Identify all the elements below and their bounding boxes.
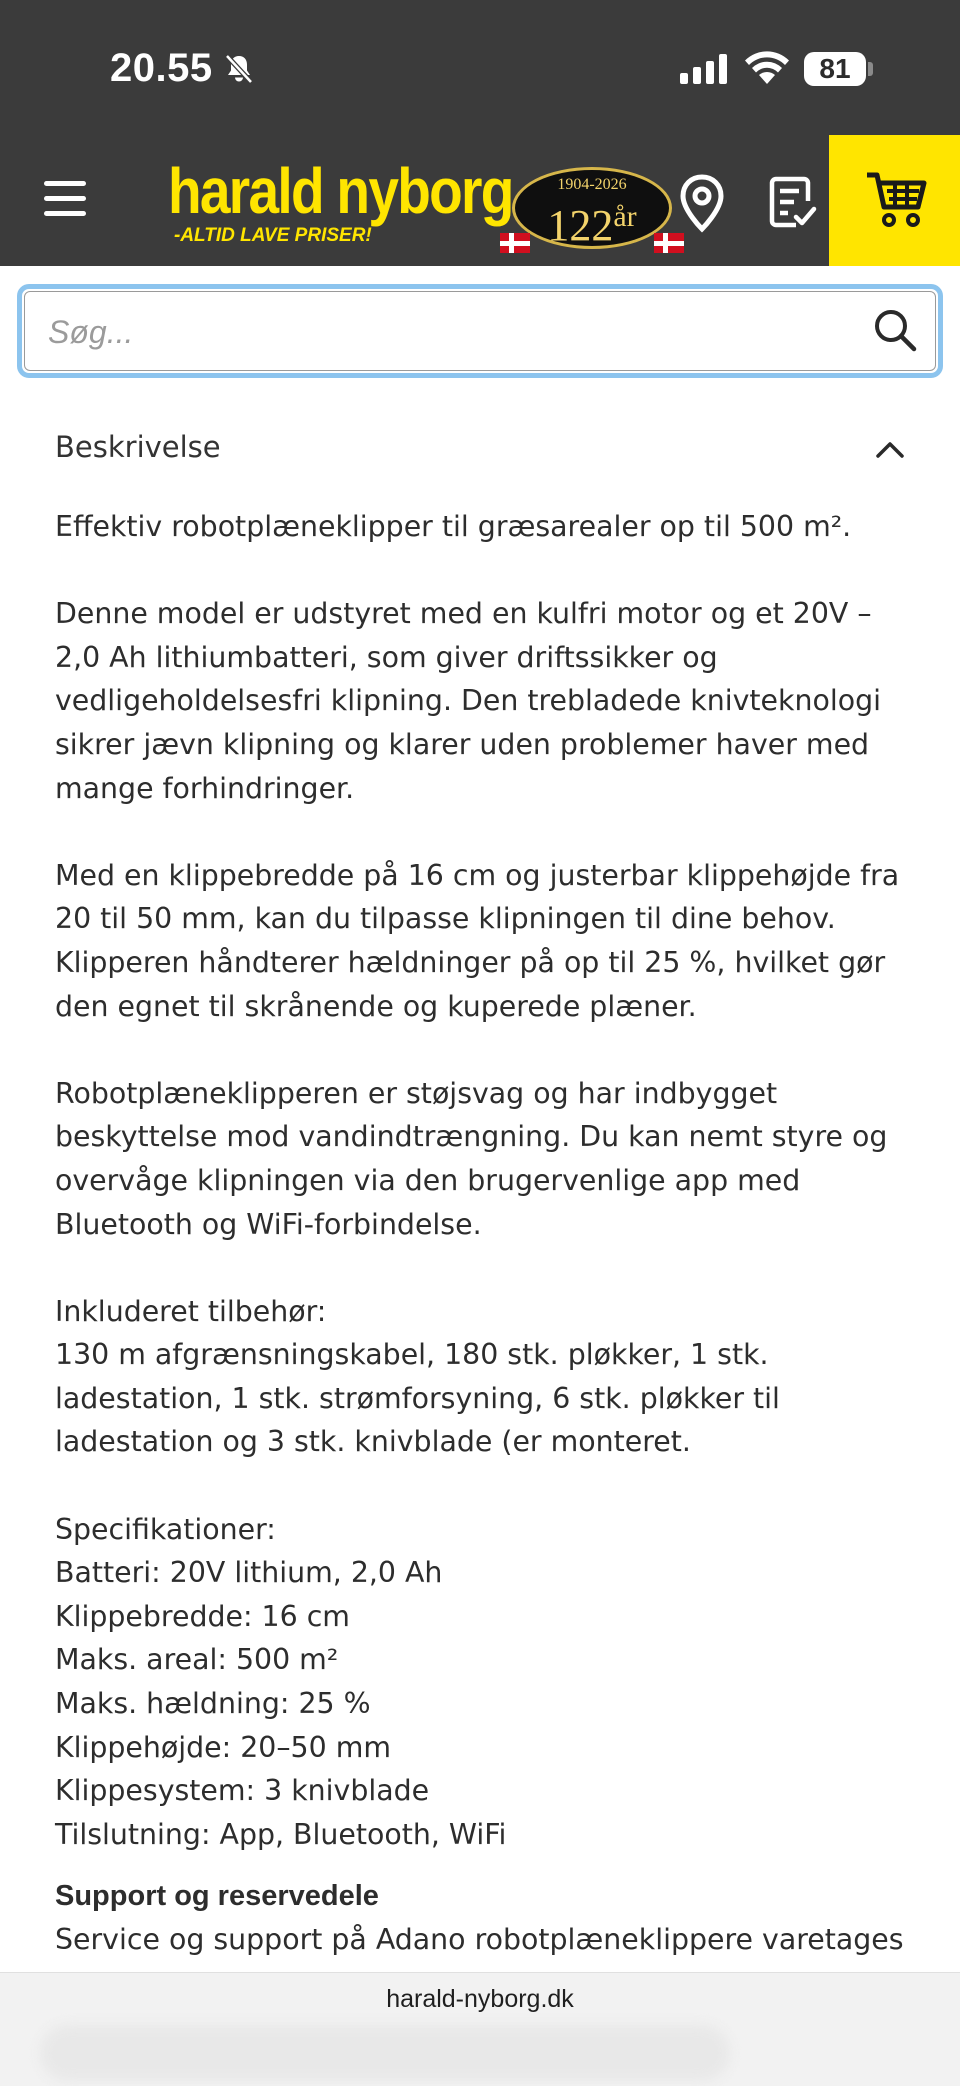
badge-years: 1904-2026: [557, 176, 627, 193]
specifications-list: [55, 1508, 925, 1857]
spec-item: Batteri: 20V lithium, 2,0 Ah: [55, 1556, 443, 1590]
cart-button[interactable]: [829, 135, 960, 266]
spec-item: Klippebredde: 16 cm: [55, 1599, 350, 1633]
shopping-list-icon[interactable]: [766, 175, 818, 231]
description-body: [55, 505, 925, 1962]
spec-item: Maks. hældning: 25 %: [55, 1687, 371, 1721]
description-paragraph: [55, 1072, 925, 1246]
text-line: 130 m afgrænsningskabel, 180 stk. pløkker, 1 stk.: [55, 1338, 769, 1372]
description-paragraph: [55, 854, 925, 1028]
shopping-cart-icon: [865, 169, 927, 229]
text-line: Effektiv robotplæneklipper til græsarealer op til 500 m².: [55, 510, 852, 543]
browser-url[interactable]: harald-nyborg.dk: [386, 1985, 574, 2013]
specs-title: Specifikationer:: [55, 1512, 276, 1546]
logo-wordmark: harald nyborg: [168, 155, 513, 227]
text-line: Denne model er udstyret med en kulfri motor og et 20V –: [55, 597, 872, 631]
status-time: 20.55: [110, 46, 213, 90]
browser-bottom-bar: [0, 1972, 960, 2086]
support-heading: Support og reservedele: [55, 1880, 379, 1913]
danish-flag-icon: [500, 233, 530, 253]
browser-toolbar-blur: [40, 2025, 730, 2081]
text-line: mange forhindringer.: [55, 771, 355, 805]
description-paragraph: [55, 592, 925, 810]
description-title: Beskrivelse: [55, 430, 221, 464]
spec-item: Tilslutning: App, Bluetooth, WiFi: [55, 1817, 507, 1851]
site-header: [0, 135, 960, 266]
spec-item: Klippehøjde: 20–50 mm: [55, 1730, 392, 1764]
battery-indicator: 81: [804, 52, 866, 86]
battery-cap: [868, 62, 873, 76]
status-bar: [0, 0, 960, 135]
search-input[interactable]: [48, 309, 828, 355]
text-line: Med en klippebredde på 16 cm og justerbar klippehøjde fra: [55, 858, 900, 892]
cellular-signal-icon: [680, 54, 730, 84]
text-line: 20 til 50 mm, kan du tilpasse klipningen til dine behov.: [55, 902, 836, 936]
search-box: [17, 284, 943, 378]
spec-item: Maks. areal: 500 m²: [55, 1643, 339, 1677]
text-line: Robotplæneklipperen er støjsvag og har indbygget: [55, 1076, 778, 1110]
badge-number: [515, 192, 669, 251]
text-line: overvåge klipningen via den brugervenlige app med: [55, 1163, 801, 1197]
chevron-up-icon[interactable]: [875, 438, 905, 460]
support-text: Service og support på Adano robotplæneklippere varetages: [55, 1923, 904, 1957]
text-line: Inkluderet tilbehør:: [55, 1294, 327, 1328]
description-accordion-header[interactable]: [55, 430, 905, 470]
text-line: sikrer jævn klipning og klarer uden problemer haver med: [55, 727, 870, 761]
store-location-icon[interactable]: [676, 173, 728, 233]
anniversary-badge: [512, 167, 672, 249]
hamburger-menu-icon[interactable]: [44, 181, 86, 217]
bell-muted-icon: [222, 52, 256, 86]
badge-suffix: år: [613, 200, 637, 233]
text-line: 2,0 Ah lithiumbatteri, som giver driftssikker og: [55, 640, 718, 674]
text-line: Bluetooth og WiFi-forbindelse.: [55, 1207, 482, 1241]
wifi-icon: [744, 48, 790, 86]
accessories-paragraph: [55, 1290, 925, 1464]
danish-flag-icon: [654, 233, 684, 253]
site-logo[interactable]: [168, 155, 678, 255]
logo-tagline: -ALTID LAVE PRISER!: [174, 225, 372, 246]
badge-number-value: 122: [547, 201, 614, 250]
description-paragraph: [55, 505, 925, 549]
text-line: ladestation, 1 stk. strømforsyning, 6 stk. pløkker til: [55, 1381, 780, 1415]
text-line: Klipperen håndterer hældninger på op til 25 %, hvilket gør: [55, 945, 886, 979]
text-line: vedligeholdelsesfri klipning. Den trebladede knivteknologi: [55, 684, 881, 718]
text-line: beskyttelse mod vandindtrængning. Du kan nemt styre og: [55, 1120, 888, 1154]
text-line: den egnet til skrånende og kuperede plæner.: [55, 989, 697, 1023]
search-icon[interactable]: [872, 307, 918, 353]
spec-item: Klippesystem: 3 knivblade: [55, 1774, 430, 1808]
text-line: ladestation og 3 stk. knivblade (er monteret.: [55, 1425, 691, 1459]
